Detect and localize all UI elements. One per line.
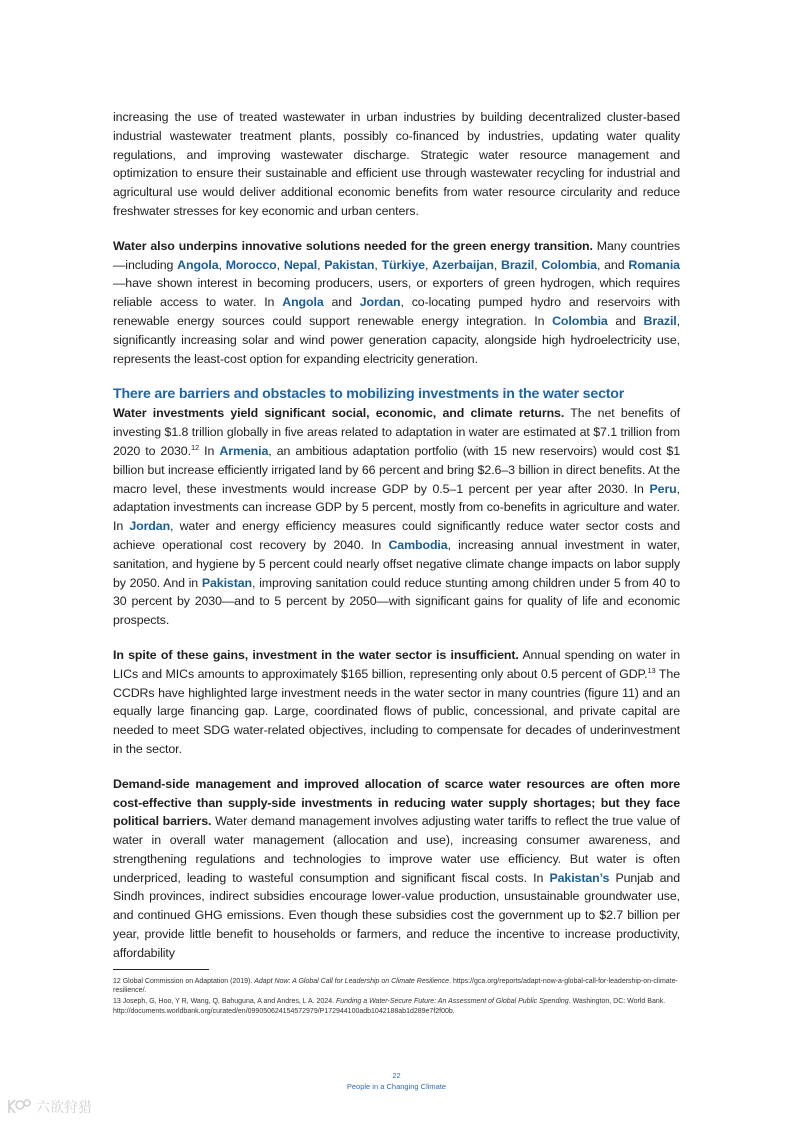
country-angola: Angola — [177, 257, 219, 272]
footnotes — [113, 977, 680, 1016]
country-pakistan: Pakistan’s — [549, 870, 610, 885]
report-title: People in a Changing Climate — [346, 1082, 447, 1091]
text-separator: , — [276, 257, 284, 272]
paragraph-lead: In spite of these gains, investment in the water sector is insufficient. — [113, 647, 519, 662]
paragraph-lead: Demand-side management and improved allocation of scarce water resources are often more cost-effective than supply-side investments in reducing water supply shortages; but they face political barriers. — [113, 776, 680, 829]
country-colombia: Colombia — [541, 257, 597, 272]
country-pakistan: Pakistan — [201, 575, 252, 590]
watermark — [6, 1094, 110, 1118]
paragraph-demand-management — [113, 775, 680, 963]
country-brazil: Brazil — [500, 257, 535, 272]
text-separator: , — [317, 257, 325, 272]
ks-logo-icon — [9, 1100, 30, 1113]
footnote-title: Adapt Now: A Global Call for Leadership on Climate Resilience — [254, 978, 450, 985]
text-separator: , — [374, 257, 382, 272]
section-heading: There are barriers and obstacles to mobilizing investments in the water sector — [113, 386, 625, 403]
page-number: 22 — [392, 1071, 401, 1080]
paragraph-green-energy — [113, 237, 680, 369]
text-run: , adaptation investments can increase GDP by 5 percent, mostly from co-benefits in agriculture and water. In — [113, 481, 680, 534]
paragraph-lead: Water also underpins innovative solutions needed for the green energy transition. — [113, 238, 593, 253]
text-run: , improving sanitation could reduce stunting among children under 5 from 40 to 30 percent by 2030—and to 5 percent by 2050—with significant gains for quality of life and economic prospects. — [113, 575, 680, 628]
text-run: The net benefits of investing $1.8 trillion globally in five areas related to adaptation in water are estimated at $7.1 trillion from 2020 to 2030. — [113, 406, 680, 458]
text-separator: , — [534, 257, 542, 272]
footnote-text: 12 Global Commission on Adaptation (2019). — [113, 978, 255, 985]
text-run: Annual spending on water in LICs and MICs amounts to approximately $165 billion, representing only about 0.5 percent of GDP. — [113, 647, 680, 681]
country-pakistan: Pakistan — [324, 257, 375, 272]
country-colombia: Colombia — [552, 313, 608, 328]
text-run: , an ambitious adaptation portfolio (with 15 new reservoirs) would cost $1 billion but increase efficiently irrigated land by 66 percent and bring $2.6–3 billion in direct benefits. At the macro level, these investments would increase GDP by 0.5–1 percent per year after 2030. In — [113, 443, 681, 496]
text-run: , water and energy efficiency measures could significantly reduce water sector costs and achieve operational cost recovery by 2040. In — [113, 519, 680, 552]
text-run: Punjab and Sindh provinces, indirect subsidies encourage lower-value production, unsustainable groundwater use, and continued GHG emissions. Even though these subsidies cost the government up to $2.7 billion per year, provide little benefit to households or farmers, and reduce the incentive to increase productivity, affordability — [113, 870, 680, 960]
footnote-text: 13 Joseph, G, Hoo, Y R, Wang, Q, Bahuguna, A and Andres, L A. 2024. — [113, 998, 336, 1006]
country-brazil: Brazil — [643, 313, 677, 328]
text-run: Water demand management involves adjusting water tariffs to reflect the true value of water in overall water management (allocation and use), increasing consumer awareness, and strengthening regulations and technologies to improve water use efficiency. But water is often underpriced, leading to wasteful consumption and significant fiscal costs. In — [113, 814, 680, 885]
country-armenia: Armenia — [219, 443, 269, 458]
text-run: , co-locating pumped hydro and reservoirs with renewable energy sources could support renewable energy integration. In — [113, 295, 680, 328]
footnote-divider — [113, 969, 209, 970]
text-run: , increasing annual investment in water, sanitation, and hygiene by 5 percent could nearly offset negative climate change impacts on labor supply by 2050. And in — [113, 537, 680, 590]
country-angola: Angola — [282, 295, 324, 310]
text-run: In — [199, 443, 220, 458]
paragraph-investment-gap — [113, 646, 680, 759]
text-run: and — [607, 313, 644, 328]
footnote-title: Funding a Water-Secure Future: An Assessment of Global Public Spending — [336, 998, 569, 1006]
footnote-ref-13[interactable]: 13 — [647, 665, 656, 675]
footnote-ref-12[interactable]: 12 — [190, 442, 200, 452]
text-run: , and — [596, 257, 629, 272]
paragraph-wastewater: increasing the use of treated wastewater in urban industries by building decentralized cluster-based industrial wastewater treatment plants, possibly co-financed by industries, updating water quality regulations, and improving wastewater discharge. Strategic water resource management and optimization to ensure their sustainable and efficient use through wastewater recycling for industrial and agricultural use would deliver additional economic benefits from water resource circularity and reduce freshwater stresses for key economic and urban centers. — [113, 110, 680, 218]
country-morocco: Morocco — [225, 257, 277, 272]
country-romania: Romania — [628, 257, 680, 272]
text-run: —have shown interest in becoming producers, users, or exporters of green hydrogen, which requires reliable access to water. In — [113, 276, 680, 310]
country-jordan: Jordan — [359, 295, 401, 310]
footnote-link[interactable]: . Washington, DC: World Bank. http://documents.worldbank.org/curated/en/099050624154572979/P172944100adb1042188ab1d289e7f2f00b. — [113, 998, 666, 1015]
country-cambodia: Cambodia — [388, 537, 448, 552]
footnote-12 — [113, 977, 680, 995]
country-peru: Peru — [649, 481, 677, 496]
country-nepal: Nepal — [283, 257, 318, 272]
paragraph-lead: Water investments yield significant social, economic, and climate returns. — [113, 406, 565, 421]
page-body — [113, 108, 680, 963]
text-run: , significantly increasing solar and wind power generation capacity, alongside high hydroelectricity use, represents the least-cost option for expanding electricity generation. — [113, 313, 680, 366]
text-run: and — [323, 295, 360, 310]
text-separator: , — [218, 257, 226, 272]
country-jordan: Jordan — [129, 519, 171, 534]
text-separator: , — [493, 257, 501, 272]
text-separator: , — [424, 257, 433, 272]
paragraph-returns — [113, 404, 680, 630]
country-turkiye: Türkiye — [381, 257, 425, 272]
text-run: The CCDRs have highlighted large investment needs in the water sector in many countries (figure 11) and an equally large financing gap. Large, coordinated flows of public, concessional, and private capital are needed to meet SDG water-related objectives, including to compensate for decades of underinvestment in the sector. — [113, 666, 680, 756]
text-run: Many countries—including — [113, 238, 680, 272]
footnote-link[interactable]: . https://gca.org/reports/adapt-now-a-global-call-for-leadership-on-climate-resilience/. — [113, 978, 678, 995]
footnote-13 — [113, 997, 680, 1015]
watermark-text: 六欲狩猎 — [36, 1100, 92, 1116]
country-azerbaijan: Azerbaijan — [432, 257, 494, 272]
